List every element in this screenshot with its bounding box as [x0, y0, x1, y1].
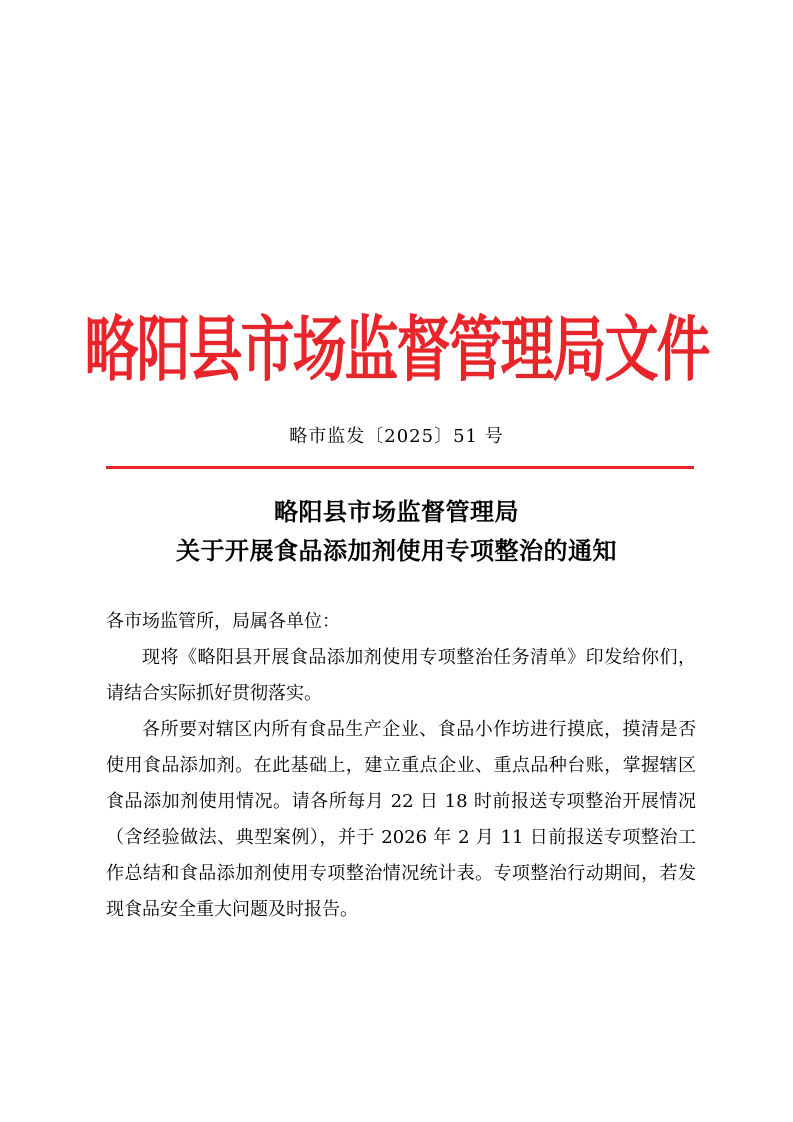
- notice-title-line-2: 关于开展食品添加剂使用专项整治的通知: [176, 536, 617, 565]
- body-paragraph-1: 现将《略阳县开展食品添加剂使用专项整治任务清单》印发给你们，请结合实际抓好贯彻落实。: [106, 647, 696, 704]
- body-paragraph-2: 各所要对辖区内所有食品生产企业、食品小作坊进行摸底，摸清是否使用食品添加剂。在此基础上，建立重点企业、重点品种台账，掌握辖区食品添加剂使用情况。请各所每月 22 日 18 时前报送专项整治开展情况（含经验做法、典型案例），并于 2026 年 2 月 11 日前报送专项整治工作总结和食品添加剂使用专项整治情况统计表。专项整治行动期间，若发现食品安全重大问题及时报告。: [106, 719, 696, 920]
- salutation: 各市场监管所，局属各单位：: [106, 611, 340, 632]
- document-number: 略市监发〔2025〕51 号: [289, 426, 504, 447]
- notice-body: [106, 604, 696, 928]
- red-divider-line: [106, 466, 694, 469]
- notice-title: [0, 492, 793, 570]
- masthead-title: 略阳县市场监督管理局文件: [84, 307, 709, 391]
- notice-title-line-1: 略阳县市场监督管理局: [274, 497, 519, 526]
